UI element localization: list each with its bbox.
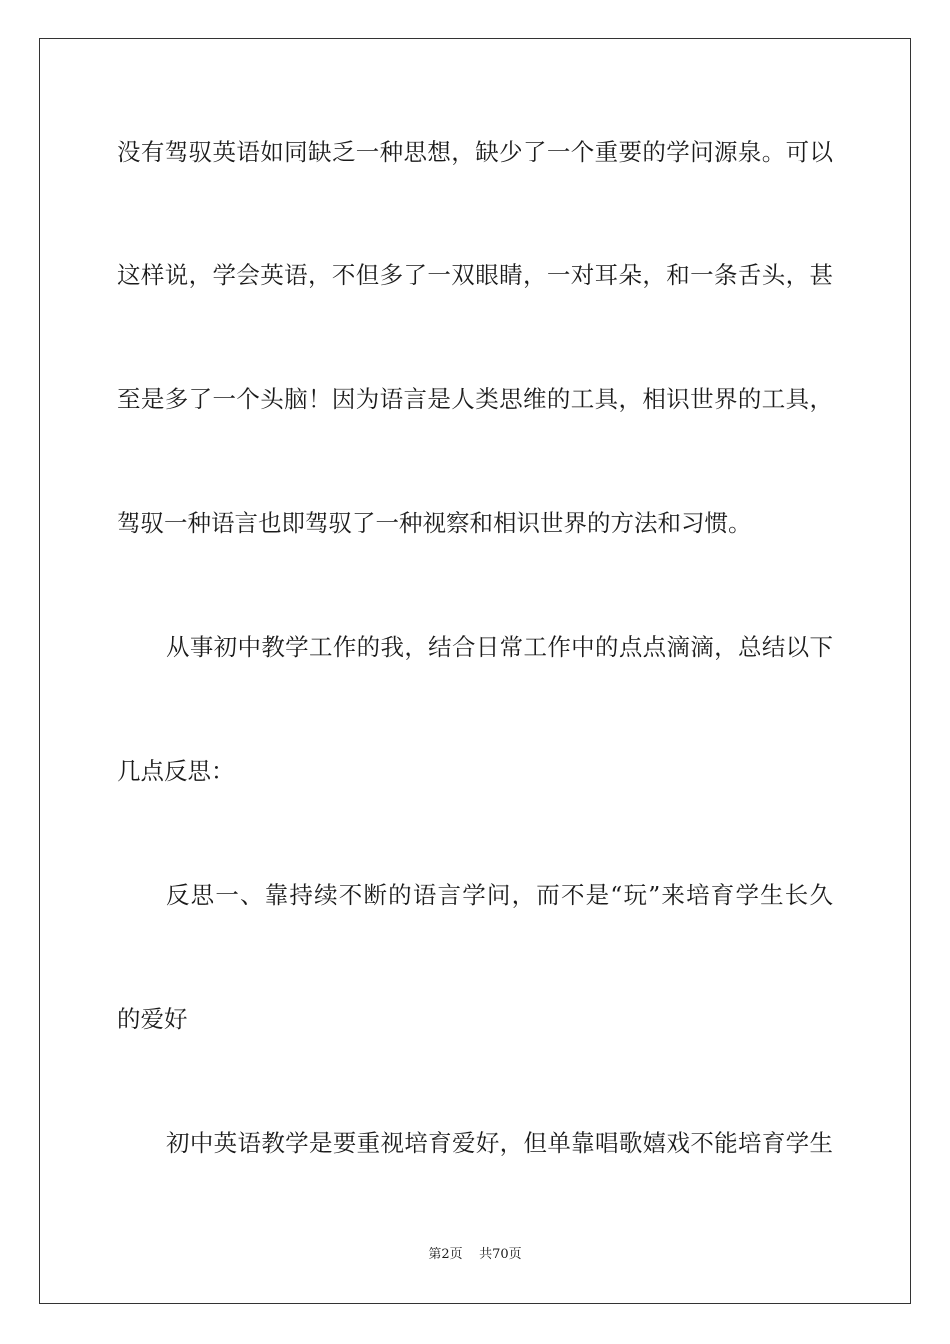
- body-text-line: 初中英语教学是要重视培育爱好，但单靠唱歌嬉戏不能培育学生: [166, 1129, 833, 1157]
- body-text-line: 的爱好: [117, 1005, 188, 1033]
- page-number: 第2页 共70页: [428, 1247, 522, 1262]
- body-text-line: 驾驭一种语言也即驾驭了一种视察和相识世界的方法和习惯。: [117, 509, 752, 537]
- body-text-line: 这样说，学会英语，不但多了一双眼睛，一对耳朵，和一条舌头，甚: [117, 261, 833, 289]
- body-text-line: 几点反思：: [117, 757, 235, 785]
- page-border: [39, 38, 911, 1304]
- body-text-line: 反思一、靠持续不断的语言学问，而不是“玩”来培育学生长久: [166, 881, 833, 909]
- body-text-line: 至是多了一个头脑！因为语言是人类思维的工具，相识世界的工具，: [117, 385, 833, 413]
- body-text-line: 从事初中教学工作的我，结合日常工作中的点点滴滴，总结以下: [166, 633, 833, 661]
- body-text-line: 没有驾驭英语如同缺乏一种思想，缺少了一个重要的学问源泉。可以: [117, 138, 833, 166]
